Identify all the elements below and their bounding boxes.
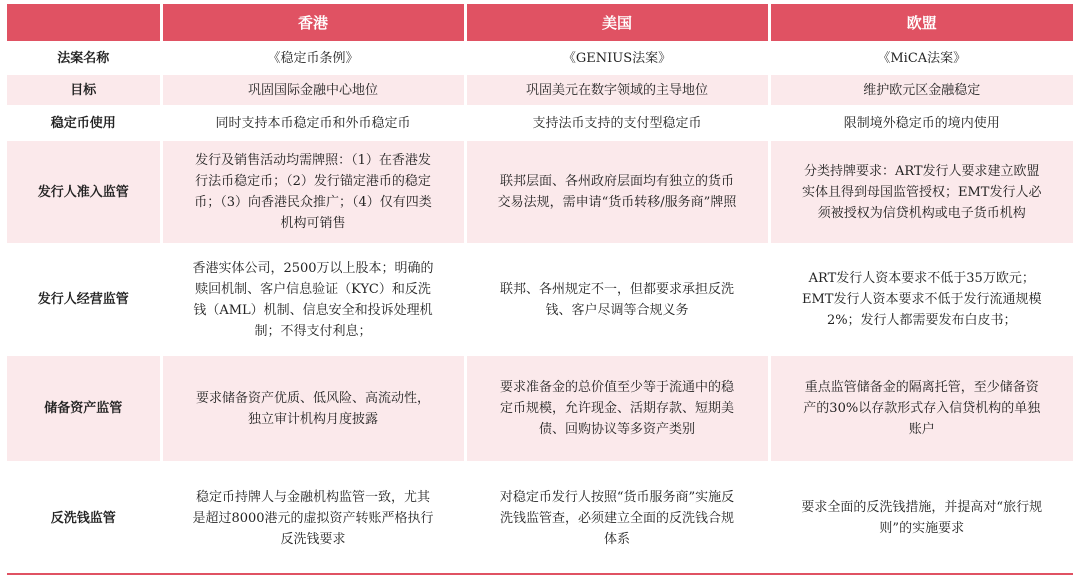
cell-united-states: 巩固美元在数字领域的主导地位	[465, 74, 769, 107]
cell-hong-kong: 同时支持本币稳定币和外币稳定币	[161, 107, 465, 140]
cell-united-states: 对稳定币发行人按照“货币服务商”实施反洗钱监管查，必须建立全面的反洗钱合规体系	[465, 463, 769, 573]
header-european-union: 欧盟	[769, 4, 1073, 43]
cell-hong-kong: 《稳定币条例》	[161, 43, 465, 74]
cell-european-union: 分类持牌要求：ART发行人要求建立欧盟实体且得到母国监管授权；EMT发行人必须被授权为信贷机构或电子货币机构	[769, 140, 1073, 245]
header-row	[7, 4, 1073, 43]
cell-united-states: 联邦、各州规定不一，但都要求承担反洗钱、客户尽调等合规义务	[465, 245, 769, 355]
row-label: 稳定币使用	[7, 107, 161, 140]
table-bottom-rule	[7, 573, 1073, 575]
header-blank-cell	[7, 4, 161, 43]
cell-hong-kong: 香港实体公司，2500万以上股本；明确的赎回机制、客户信息验证（KYC）和反洗钱（AML）机制、信息安全和投诉处理机制；不得支付利息；	[161, 245, 465, 355]
row-label: 反洗钱监管	[7, 463, 161, 573]
row-label: 储备资产监管	[7, 355, 161, 463]
table-row	[7, 107, 1073, 140]
cell-hong-kong: 巩固国际金融中心地位	[161, 74, 465, 107]
table-row	[7, 245, 1073, 355]
cell-hong-kong: 发行及销售活动均需牌照：（1）在香港发行法币稳定币；（2）发行锚定港币的稳定币；（3）向香港民众推广；（4）仅有四类机构可销售	[161, 140, 465, 245]
table-row	[7, 140, 1073, 245]
row-label: 发行人经营监管	[7, 245, 161, 355]
table-row	[7, 43, 1073, 74]
header-hong-kong: 香港	[161, 4, 465, 43]
table-row	[7, 74, 1073, 107]
row-label: 法案名称	[7, 43, 161, 74]
header-united-states: 美国	[465, 4, 769, 43]
cell-united-states: 要求准备金的总价值至少等于流通中的稳定币规模，允许现金、活期存款、短期美债、回购协议等多资产类别	[465, 355, 769, 463]
row-label: 发行人准入监管	[7, 140, 161, 245]
cell-european-union: 限制境外稳定币的境内使用	[769, 107, 1073, 140]
cell-european-union: 要求全面的反洗钱措施，并提高对“旅行规则”的实施要求	[769, 463, 1073, 573]
cell-hong-kong: 稳定币持牌人与金融机构监管一致，尤其是超过8000港元的虚拟资产转账严格执行反洗钱要求	[161, 463, 465, 573]
cell-hong-kong: 要求储备资产优质、低风险、高流动性，独立审计机构月度披露	[161, 355, 465, 463]
table-row	[7, 355, 1073, 463]
cell-european-union: 重点监管储备金的隔离托管，至少储备资产的30%以存款形式存入信贷机构的单独账户	[769, 355, 1073, 463]
table-row	[7, 463, 1073, 573]
row-label: 目标	[7, 74, 161, 107]
cell-european-union: 维护欧元区金融稳定	[769, 74, 1073, 107]
stablecoin-regulation-comparison-table	[7, 4, 1073, 573]
cell-european-union: ART发行人资本要求不低于35万欧元；EMT发行人资本要求不低于发行流通规模2%；发行人都需要发布白皮书；	[769, 245, 1073, 355]
cell-european-union: 《MiCA法案》	[769, 43, 1073, 74]
cell-united-states: 支持法币支持的支付型稳定币	[465, 107, 769, 140]
comparison-table-container	[7, 4, 1073, 573]
cell-united-states: 《GENIUS法案》	[465, 43, 769, 74]
cell-united-states: 联邦层面、各州政府层面均有独立的货币交易法规，需申请“货币转移/服务商”牌照	[465, 140, 769, 245]
